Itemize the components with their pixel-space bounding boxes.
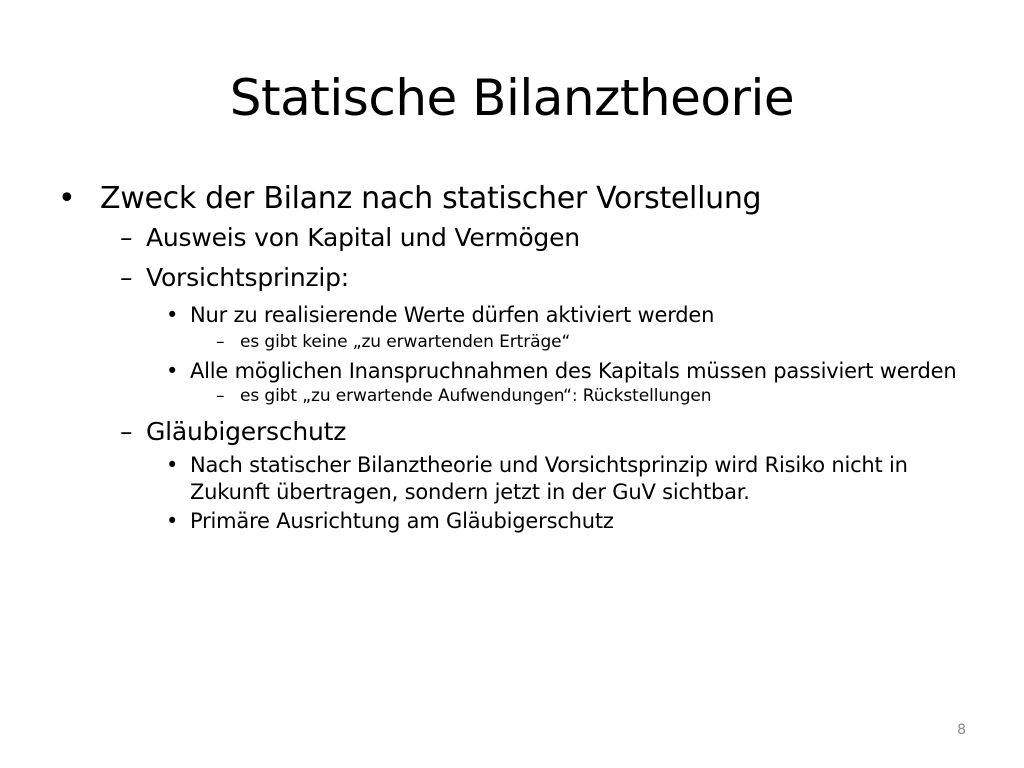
slide-number: 8 bbox=[957, 722, 966, 738]
dash-marker: – bbox=[120, 263, 133, 292]
bullet-text: Gläubigerschutz bbox=[146, 417, 347, 446]
bullet-text: Primäre Ausrichtung am Gläubigerschutz bbox=[190, 509, 614, 533]
bullet-text: Ausweis von Kapital und Vermögen bbox=[146, 223, 580, 252]
bullet-aufwendungen bbox=[58, 383, 978, 410]
bullet-vorsichtsprinzip bbox=[58, 260, 978, 296]
slide-title: Statische Bilanztheorie bbox=[229, 69, 795, 127]
bullet-text: Vorsichtsprinzip: bbox=[146, 263, 350, 292]
dash-marker: – bbox=[120, 417, 133, 446]
bullet-primaere-ausrichtung bbox=[58, 508, 978, 535]
bullet-nur-realisierende bbox=[58, 302, 978, 329]
bullet-list bbox=[58, 178, 978, 535]
bullet-marker: • bbox=[166, 303, 179, 327]
bullet-text: Nur zu realisierende Werte dürfen aktiviert werden bbox=[190, 303, 715, 327]
bullet-text: Zweck der Bilanz nach statischer Vorstellung bbox=[100, 181, 762, 216]
bullet-nach-statischer bbox=[58, 452, 980, 506]
bullet-marker: • bbox=[166, 509, 179, 533]
dash-marker: – bbox=[120, 223, 133, 252]
bullet-text: Nach statischer Bilanztheorie und Vorsichtsprinzip wird Risiko nicht in Zukunft übertragen, sondern jetzt in der GuV sichtbar. bbox=[190, 453, 908, 504]
bullet-zweck bbox=[58, 178, 978, 220]
bullet-marker: • bbox=[58, 181, 76, 216]
dash-marker: – bbox=[216, 332, 225, 352]
bullet-text: Alle möglichen Inanspruchnahmen des Kapitals müssen passiviert werden bbox=[190, 359, 957, 383]
bullet-ausweis bbox=[58, 220, 978, 256]
dash-marker: – bbox=[216, 386, 225, 406]
bullet-alle-inanspruchnahmen bbox=[58, 359, 990, 383]
bullet-marker: • bbox=[166, 453, 179, 477]
bullet-glaeubigerschutz bbox=[58, 414, 978, 450]
bullet-keine-ertraege bbox=[58, 329, 978, 356]
bullet-text: es gibt keine „zu erwartenden Erträge“ bbox=[240, 332, 571, 352]
bullet-text: es gibt „zu erwartende Aufwendungen“: Rückstellungen bbox=[240, 386, 712, 406]
bullet-marker: • bbox=[166, 359, 179, 383]
